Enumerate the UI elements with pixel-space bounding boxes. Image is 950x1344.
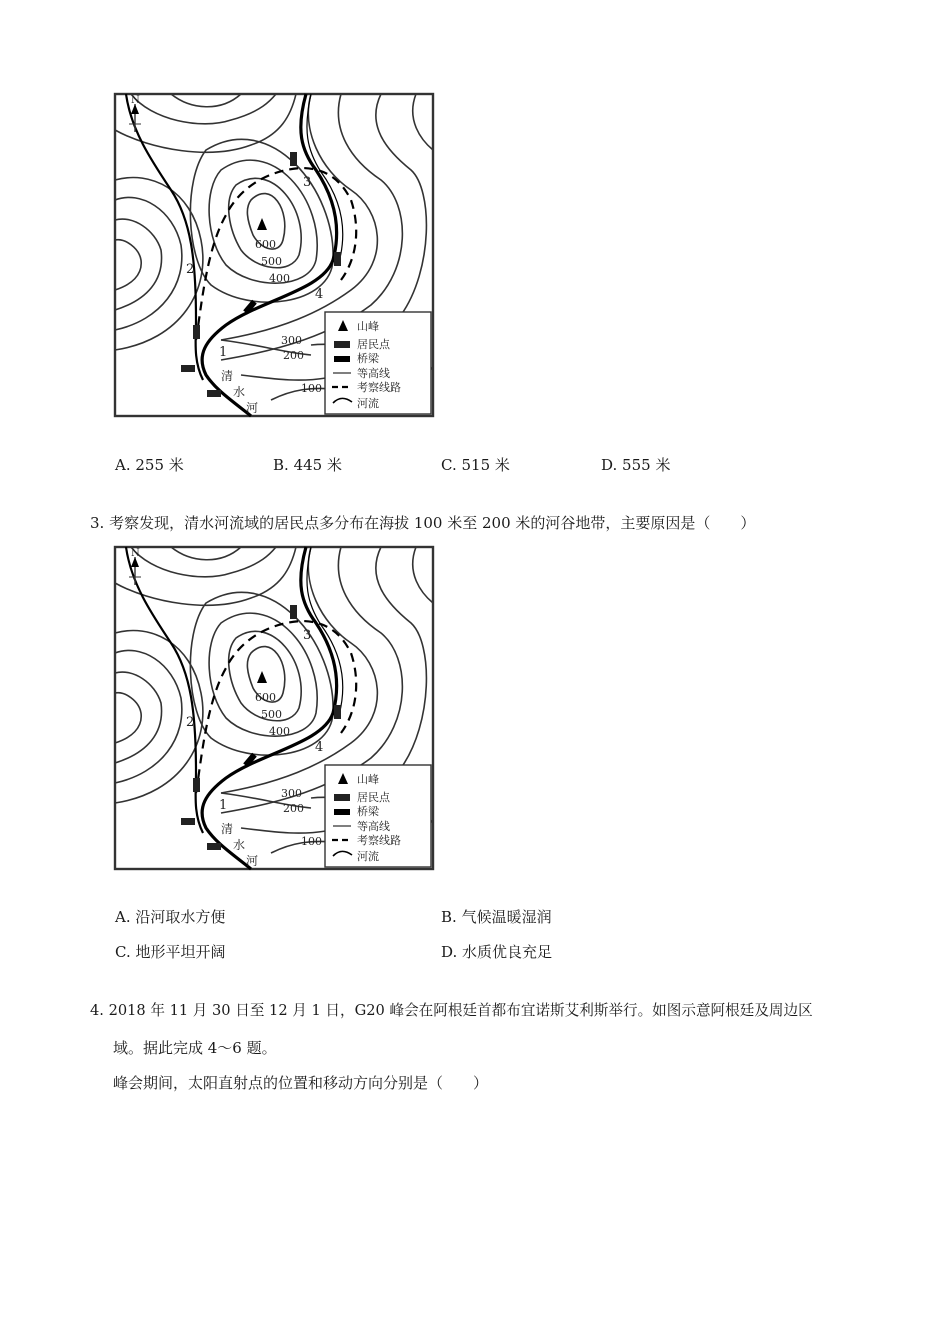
option-letter: C. (441, 456, 457, 474)
north-label: N (131, 95, 140, 106)
topographic-map-q3 (111, 543, 437, 873)
legend-label: 桥梁 (357, 352, 379, 365)
contour-label: 600 (255, 238, 276, 251)
option-letter: A. (115, 456, 131, 474)
option-text: 555 米 (622, 456, 671, 474)
q3-option-a[interactable] (115, 906, 225, 927)
contour-label: 500 (261, 708, 282, 721)
option-text: 地形平坦开阔 (135, 943, 226, 961)
legend-label: 河流 (357, 397, 379, 410)
legend-label: 等高线 (357, 820, 390, 833)
contour-label: 100 (301, 382, 322, 395)
contour-label: 600 (255, 691, 276, 704)
legend-label: 居民点 (357, 791, 390, 804)
contour-label: 200 (283, 349, 304, 362)
q3-option-b[interactable] (441, 906, 552, 927)
point-label: 2 (186, 262, 195, 277)
river-name: 河 (246, 401, 259, 415)
point-label: 4 (315, 740, 324, 755)
q4-stem-line2: 域。据此完成 4～6 题。 (113, 1039, 277, 1057)
legend-label: 居民点 (357, 338, 390, 351)
contour-label: 500 (261, 255, 282, 268)
q3-option-c[interactable] (115, 941, 226, 962)
contour-label: 400 (269, 272, 290, 285)
contour-label: 400 (269, 725, 290, 738)
legend-label: 桥梁 (357, 805, 379, 818)
option-letter: B. (441, 908, 457, 926)
river-name: 水 (233, 838, 246, 852)
option-text: 255 米 (135, 456, 184, 474)
q2-option-d[interactable] (601, 454, 670, 475)
topographic-map-q2 (111, 90, 437, 420)
river-name: 河 (246, 854, 259, 868)
legend-label: 考察线路 (357, 381, 401, 394)
point-label: 3 (303, 175, 312, 190)
river-name: 清 (221, 369, 234, 383)
contour-label: 300 (281, 334, 302, 347)
legend-label: 河流 (357, 850, 379, 863)
option-text: 沿河取水方便 (135, 908, 226, 926)
point-label: 2 (186, 715, 195, 730)
option-letter: A. (115, 908, 131, 926)
point-label: 1 (219, 345, 228, 360)
contour-label: 200 (283, 802, 304, 815)
option-text: 515 米 (461, 456, 510, 474)
point-label: 4 (315, 287, 324, 302)
option-text: 水质优良充足 (462, 943, 553, 961)
option-text: 445 米 (293, 456, 342, 474)
q4-stem-line1: 4. 2018 年 11 月 30 日至 12 月 1 日，G20 峰会在阿根廷首都布宜诺斯艾利斯举行。如图示意阿根廷及周边区 (90, 1002, 813, 1019)
point-label: 3 (303, 628, 312, 643)
river-name: 水 (233, 385, 246, 399)
north-label: N (131, 548, 140, 559)
contour-label: 300 (281, 787, 302, 800)
option-letter: D. (601, 456, 618, 474)
option-letter: D. (441, 943, 458, 961)
q3-option-d[interactable] (441, 941, 552, 962)
legend-label: 等高线 (357, 367, 390, 380)
q2-option-c[interactable] (441, 454, 510, 475)
contour-label: 100 (301, 835, 322, 848)
q2-option-b[interactable] (273, 454, 342, 475)
legend-label: 山峰 (357, 773, 379, 786)
legend-label: 考察线路 (357, 834, 401, 847)
q3-stem: 3. 考察发现，清水河流域的居民点多分布在海拔 100 米至 200 米的河谷地带，主要原因是（ ） (90, 514, 756, 532)
river-name: 清 (221, 822, 234, 836)
option-letter: B. (273, 456, 289, 474)
option-letter: C. (115, 943, 131, 961)
legend-label: 山峰 (357, 320, 379, 333)
point-label: 1 (219, 798, 228, 813)
option-text: 气候温暖湿润 (461, 908, 552, 926)
q2-option-a[interactable] (115, 454, 184, 475)
q4-sub-question: 峰会期间，太阳直射点的位置和移动方向分别是（ ） (113, 1074, 489, 1092)
